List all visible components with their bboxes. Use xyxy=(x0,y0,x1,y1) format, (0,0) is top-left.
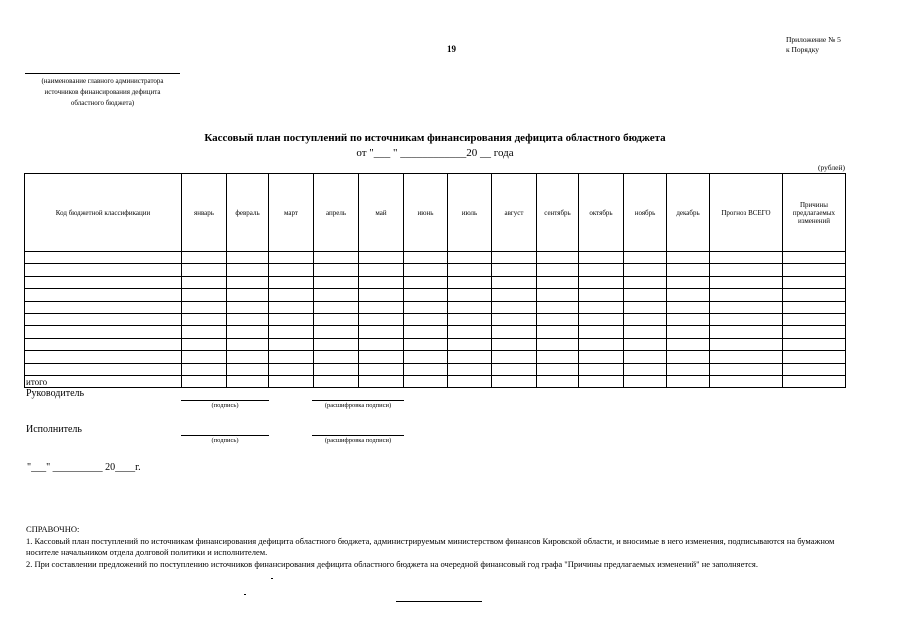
table-cell xyxy=(314,276,359,288)
table-row xyxy=(25,264,846,276)
table-cell xyxy=(783,326,846,338)
table-cell xyxy=(448,363,492,375)
table-cell xyxy=(404,375,448,387)
admin-name-line xyxy=(25,73,180,74)
document-title: Кассовый план поступлений по источникам финансирования дефицита областного бюджета xyxy=(204,132,666,144)
table-cell xyxy=(404,351,448,363)
head-decoding-line xyxy=(312,400,404,401)
table-cell xyxy=(182,252,227,264)
admin-caption-line-2: источников финансирования дефицита xyxy=(44,88,161,96)
table-cell xyxy=(404,289,448,301)
table-cell xyxy=(25,338,182,350)
document-date-line: от "___ " ____________20 __ года xyxy=(356,147,514,159)
table-cell xyxy=(492,338,537,350)
head-label: Руководитель xyxy=(26,388,85,399)
column-header: август xyxy=(492,174,537,252)
table-cell xyxy=(783,375,846,387)
table-cell xyxy=(537,276,579,288)
table-cell xyxy=(227,326,269,338)
table-header-row xyxy=(25,174,846,252)
table-cell xyxy=(359,313,404,325)
table-cell xyxy=(667,338,710,350)
table-cell xyxy=(537,338,579,350)
table-cell xyxy=(624,351,667,363)
table-cell xyxy=(25,276,182,288)
table-cell xyxy=(579,363,624,375)
head-signature-caption: (подпись) xyxy=(211,402,239,409)
table-cell xyxy=(537,326,579,338)
total-row xyxy=(25,375,846,387)
table-cell xyxy=(579,351,624,363)
table-row xyxy=(25,313,846,325)
page-number: 19 xyxy=(447,44,456,54)
table-cell xyxy=(492,276,537,288)
table-cell xyxy=(579,375,624,387)
table-cell xyxy=(269,375,314,387)
table-cell xyxy=(269,252,314,264)
table-cell xyxy=(448,326,492,338)
executor-signature-caption: (подпись) xyxy=(211,437,239,444)
table-cell xyxy=(624,375,667,387)
column-header: Код бюджетной классификации xyxy=(25,174,182,252)
total-label: итого xyxy=(25,375,182,387)
table-cell xyxy=(182,276,227,288)
table-cell xyxy=(537,289,579,301)
table-cell xyxy=(269,313,314,325)
head-decoding-caption: (расшифровка подписи) xyxy=(324,402,392,409)
admin-caption-line-1: (наименование главного администратора xyxy=(41,77,164,85)
table-cell xyxy=(537,351,579,363)
table-cell xyxy=(359,264,404,276)
table-cell xyxy=(537,363,579,375)
table-cell xyxy=(579,326,624,338)
table-cell xyxy=(624,313,667,325)
reference-block xyxy=(26,524,866,570)
table-cell xyxy=(269,338,314,350)
table-cell xyxy=(783,264,846,276)
executor-decoding-caption: (расшифровка подписи) xyxy=(324,437,392,444)
column-header: май xyxy=(359,174,404,252)
table-row xyxy=(25,276,846,288)
table-cell xyxy=(492,351,537,363)
column-header: октябрь xyxy=(579,174,624,252)
head-signature-line xyxy=(181,400,269,401)
table-cell xyxy=(227,301,269,313)
table-cell xyxy=(359,326,404,338)
table-cell xyxy=(448,301,492,313)
table-cell xyxy=(404,363,448,375)
table-cell xyxy=(359,276,404,288)
table-cell xyxy=(667,375,710,387)
reference-heading: СПРАВОЧНО: xyxy=(26,524,80,534)
table-cell xyxy=(359,252,404,264)
table-cell xyxy=(624,289,667,301)
table-cell xyxy=(314,363,359,375)
table-row xyxy=(25,301,846,313)
table-cell xyxy=(448,264,492,276)
table-row xyxy=(25,351,846,363)
table-cell xyxy=(624,264,667,276)
table-cell xyxy=(314,313,359,325)
table-cell xyxy=(783,252,846,264)
table-cell xyxy=(710,363,783,375)
table-cell xyxy=(667,326,710,338)
table-cell xyxy=(25,363,182,375)
table-cell xyxy=(269,276,314,288)
table-cell xyxy=(269,326,314,338)
table-cell xyxy=(25,313,182,325)
column-header: июль xyxy=(448,174,492,252)
table-cell xyxy=(667,276,710,288)
table-cell xyxy=(269,351,314,363)
table-cell xyxy=(25,326,182,338)
table-cell xyxy=(783,338,846,350)
table-cell xyxy=(314,264,359,276)
table-cell xyxy=(579,301,624,313)
appendix-note xyxy=(786,35,841,55)
table-cell xyxy=(404,338,448,350)
column-header: декабрь xyxy=(667,174,710,252)
table-cell xyxy=(579,289,624,301)
table-cell xyxy=(710,252,783,264)
table-cell xyxy=(448,289,492,301)
column-header: июнь xyxy=(404,174,448,252)
table-cell xyxy=(783,351,846,363)
table-cell xyxy=(227,264,269,276)
table-cell xyxy=(667,252,710,264)
reference-item-2: 2. При составлении предложений по поступлению источников финансирования дефицита областного бюджета на очередной финансовый год графа "Причины предлагаемых изменений" не заполняется. xyxy=(26,558,758,569)
column-header: март xyxy=(269,174,314,252)
column-header: апрель xyxy=(314,174,359,252)
table-cell xyxy=(182,375,227,387)
table-cell xyxy=(667,363,710,375)
table-cell xyxy=(624,301,667,313)
table-cell xyxy=(579,313,624,325)
stray-mark xyxy=(271,578,273,579)
column-header: сентябрь xyxy=(537,174,579,252)
table-cell xyxy=(448,313,492,325)
table-cell xyxy=(537,301,579,313)
table-cell xyxy=(359,363,404,375)
table-cell xyxy=(579,276,624,288)
table-cell xyxy=(492,375,537,387)
table-cell xyxy=(492,252,537,264)
table-cell xyxy=(227,375,269,387)
table-cell xyxy=(492,264,537,276)
table-cell xyxy=(783,289,846,301)
table-cell xyxy=(25,351,182,363)
column-header: Причины предлагаемых изменений xyxy=(783,174,846,252)
table-cell xyxy=(182,338,227,350)
table-cell xyxy=(227,351,269,363)
table-cell xyxy=(710,338,783,350)
table-cell xyxy=(624,363,667,375)
table-cell xyxy=(182,326,227,338)
column-header: январь xyxy=(182,174,227,252)
appendix-line-1: Приложение № 5 xyxy=(786,35,841,44)
table-cell xyxy=(227,313,269,325)
table-cell xyxy=(227,338,269,350)
table-cell xyxy=(182,301,227,313)
table-cell xyxy=(537,375,579,387)
table-cell xyxy=(624,276,667,288)
table-cell xyxy=(492,301,537,313)
table-cell xyxy=(492,289,537,301)
table-cell xyxy=(537,252,579,264)
closing-line xyxy=(396,601,482,602)
table-cell xyxy=(25,252,182,264)
column-header: ноябрь xyxy=(624,174,667,252)
cash-plan-table xyxy=(24,173,846,388)
units-label: (рублей) xyxy=(818,163,846,172)
table-cell xyxy=(783,363,846,375)
table-cell xyxy=(227,289,269,301)
table-cell xyxy=(537,313,579,325)
table-cell xyxy=(227,276,269,288)
table-cell xyxy=(359,338,404,350)
table-cell xyxy=(667,301,710,313)
admin-caption xyxy=(20,76,185,109)
stray-mark xyxy=(244,594,246,595)
table-cell xyxy=(25,301,182,313)
table-cell xyxy=(448,338,492,350)
table-cell xyxy=(710,301,783,313)
table-cell xyxy=(710,276,783,288)
table-cell xyxy=(314,351,359,363)
table-cell xyxy=(182,264,227,276)
table-cell xyxy=(182,363,227,375)
table-cell xyxy=(182,289,227,301)
table-cell xyxy=(359,375,404,387)
table-cell xyxy=(404,276,448,288)
table-cell xyxy=(404,301,448,313)
column-header: Прогноз ВСЕГО xyxy=(710,174,783,252)
table-cell xyxy=(667,264,710,276)
table-row xyxy=(25,289,846,301)
table-cell xyxy=(25,264,182,276)
table-cell xyxy=(448,375,492,387)
table-row xyxy=(25,338,846,350)
column-header: февраль xyxy=(227,174,269,252)
executor-decoding-line xyxy=(312,435,404,436)
table-cell xyxy=(269,363,314,375)
table-row xyxy=(25,326,846,338)
table-cell xyxy=(269,289,314,301)
table-cell xyxy=(783,276,846,288)
executor-label: Исполнитель xyxy=(26,424,82,435)
table-cell xyxy=(182,351,227,363)
table-cell xyxy=(359,351,404,363)
table-cell xyxy=(182,313,227,325)
table-cell xyxy=(710,313,783,325)
admin-caption-line-3: областного бюджета) xyxy=(70,99,135,107)
table-cell xyxy=(269,301,314,313)
table-cell xyxy=(404,252,448,264)
table-cell xyxy=(624,252,667,264)
table-cell xyxy=(314,326,359,338)
table-cell xyxy=(448,252,492,264)
date-line: "___" __________ 20____г. xyxy=(27,462,141,473)
table-cell xyxy=(227,252,269,264)
table-row xyxy=(25,252,846,264)
table-cell xyxy=(314,301,359,313)
table-cell xyxy=(404,326,448,338)
table-cell xyxy=(667,313,710,325)
table-cell xyxy=(783,301,846,313)
table-cell xyxy=(783,313,846,325)
table-cell xyxy=(710,264,783,276)
table-cell xyxy=(314,375,359,387)
table-cell xyxy=(579,252,624,264)
table-cell xyxy=(624,338,667,350)
table-cell xyxy=(448,351,492,363)
table-cell xyxy=(314,338,359,350)
table-cell xyxy=(667,351,710,363)
table-cell xyxy=(579,264,624,276)
table-cell xyxy=(25,289,182,301)
table-cell xyxy=(667,289,710,301)
table-cell xyxy=(404,313,448,325)
table-cell xyxy=(359,301,404,313)
table-cell xyxy=(492,326,537,338)
table-cell xyxy=(492,363,537,375)
table-cell xyxy=(269,264,314,276)
table-cell xyxy=(710,375,783,387)
table-cell xyxy=(404,264,448,276)
executor-signature-line xyxy=(181,435,269,436)
table-cell xyxy=(710,326,783,338)
table-cell xyxy=(492,313,537,325)
table-cell xyxy=(579,338,624,350)
table-cell xyxy=(227,363,269,375)
table-cell xyxy=(314,289,359,301)
table-cell xyxy=(537,264,579,276)
table-cell xyxy=(359,289,404,301)
table-cell xyxy=(448,276,492,288)
table-row xyxy=(25,363,846,375)
table-cell xyxy=(710,351,783,363)
table-cell xyxy=(710,289,783,301)
reference-item-1: 1. Кассовый план поступлений по источникам финансирования дефицита областного бюджета, администрируемым министерством финансов Кировской области, и вносимые в него изменения, подписываются на бумажном носителе начальником отдела долговой политики и исполнителем. xyxy=(26,535,835,557)
table-cell xyxy=(314,252,359,264)
table-cell xyxy=(624,326,667,338)
appendix-line-2: к Порядку xyxy=(786,45,819,54)
